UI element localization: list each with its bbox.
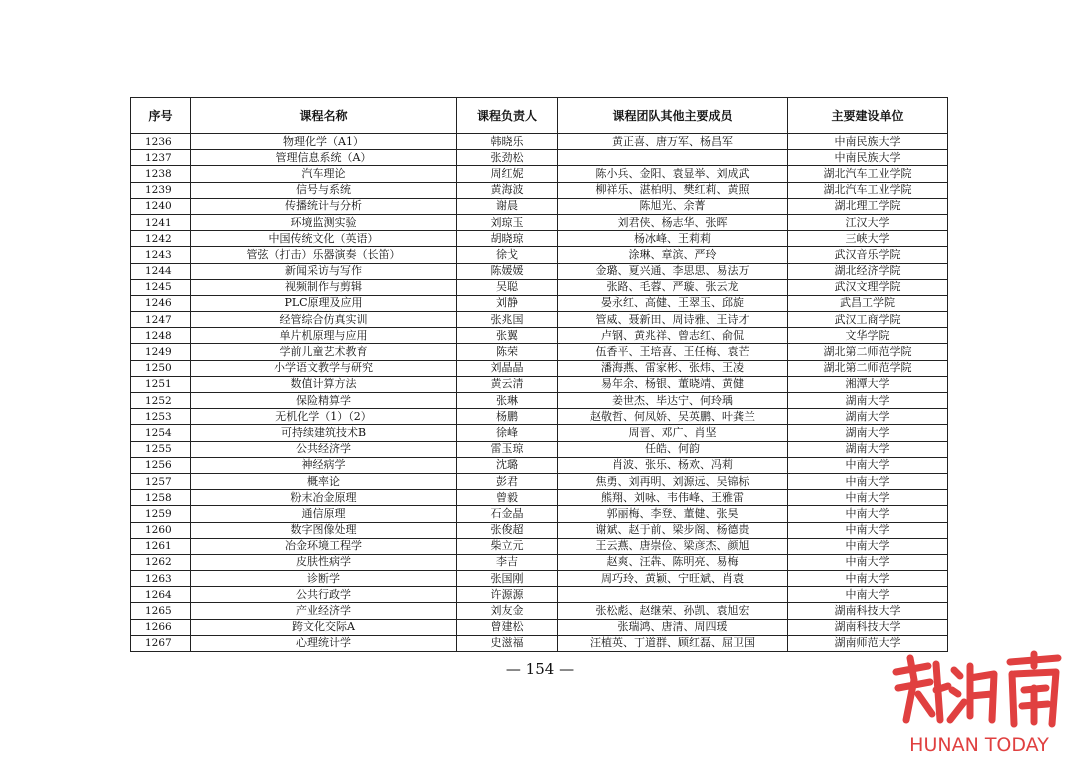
cell-row-index: 1243: [131, 247, 191, 263]
cell-course-lead: 张琳: [457, 393, 558, 409]
cell-team-members: 张瑞鸿、唐清、周四瑗: [558, 619, 788, 635]
cell-row-index: 1239: [131, 182, 191, 198]
cell-course-name: 跨文化交际A: [191, 619, 457, 635]
cell-course-name: 环境监测实验: [191, 214, 457, 230]
cell-course-name: 新闻采访与写作: [191, 263, 457, 279]
cell-row-index: 1265: [131, 603, 191, 619]
cell-row-index: 1240: [131, 198, 191, 214]
cell-course-name: 可持续建筑技术B: [191, 425, 457, 441]
cell-course-name: 信号与系统: [191, 182, 457, 198]
cell-team-members: 汪植英、丁道群、顾红磊、屈卫国: [558, 635, 788, 651]
table-row: [131, 198, 948, 214]
cell-institution: 湖南大学: [788, 393, 948, 409]
cell-team-members: 熊翔、刘咏、韦伟峰、王雅雷: [558, 490, 788, 506]
cell-course-lead: 陈媛媛: [457, 263, 558, 279]
table-row: [131, 344, 948, 360]
cell-row-index: 1244: [131, 263, 191, 279]
cell-row-index: 1267: [131, 635, 191, 651]
cell-course-name: 公共经济学: [191, 441, 457, 457]
cell-institution: 中南民族大学: [788, 150, 948, 166]
cell-course-name: 视频制作与剪辑: [191, 279, 457, 295]
cell-course-lead: 周红妮: [457, 166, 558, 182]
cell-row-index: 1259: [131, 506, 191, 522]
cell-team-members: 涂琳、章滨、严玲: [558, 247, 788, 263]
cell-institution: 文华学院: [788, 328, 948, 344]
cell-course-name: 数值计算方法: [191, 376, 457, 392]
course-table-container: [130, 97, 948, 652]
table-row: [131, 619, 948, 635]
cell-team-members: 黄正喜、唐万军、杨昌军: [558, 134, 788, 150]
cell-course-lead: 沈璐: [457, 457, 558, 473]
table-row: [131, 328, 948, 344]
cell-row-index: 1245: [131, 279, 191, 295]
cell-institution: 湖北汽车工业学院: [788, 182, 948, 198]
cell-course-name: 通信原理: [191, 506, 457, 522]
cell-team-members: 卢钢、黄兆祥、曾志红、俞侃: [558, 328, 788, 344]
cell-row-index: 1250: [131, 360, 191, 376]
cell-team-members: 周巧玲、黄颖、宁旺斌、肖袁: [558, 571, 788, 587]
cell-team-members: 潘海燕、雷家彬、张炜、王凌: [558, 360, 788, 376]
cell-row-index: 1249: [131, 344, 191, 360]
cell-team-members: 姜世杰、毕达宁、何玲瑀: [558, 393, 788, 409]
cell-team-members: 易年余、杨银、董晓靖、黄健: [558, 376, 788, 392]
cell-team-members: 周晋、邓广、肖坚: [558, 425, 788, 441]
cell-institution: 武汉工商学院: [788, 312, 948, 328]
table-header-row: [131, 98, 948, 134]
cell-course-lead: 韩晓乐: [457, 134, 558, 150]
cell-institution: 湘潭大学: [788, 376, 948, 392]
table-row: [131, 134, 948, 150]
cell-institution: 中南大学: [788, 473, 948, 489]
cell-row-index: 1252: [131, 393, 191, 409]
cell-institution: 湖北汽车工业学院: [788, 166, 948, 182]
cell-institution: 中南民族大学: [788, 134, 948, 150]
cell-course-lead: 吴聪: [457, 279, 558, 295]
table-row: [131, 231, 948, 247]
cell-team-members: 管威、聂新田、周诗雅、王诗才: [558, 312, 788, 328]
cell-institution: 中南大学: [788, 490, 948, 506]
cell-course-name: 数字图像处理: [191, 522, 457, 538]
cell-team-members: 谢斌、赵于前、梁步阁、杨德贵: [558, 522, 788, 538]
cell-row-index: 1263: [131, 571, 191, 587]
cell-team-members: 晏永红、高健、王翠玉、邱旋: [558, 295, 788, 311]
table-row: [131, 587, 948, 603]
cell-row-index: 1242: [131, 231, 191, 247]
header-team-members: 课程团队其他主要成员: [558, 98, 788, 134]
cell-row-index: 1253: [131, 409, 191, 425]
cell-row-index: 1251: [131, 376, 191, 392]
table-row: [131, 295, 948, 311]
hunan-today-watermark: [888, 650, 1066, 760]
cell-row-index: 1255: [131, 441, 191, 457]
cell-course-name: 无机化学（1）（2）: [191, 409, 457, 425]
cell-course-name: 管弦（打击）乐器演奏（长笛）: [191, 247, 457, 263]
cell-course-name: 皮肤性病学: [191, 554, 457, 570]
cell-course-name: 管理信息系统（A）: [191, 150, 457, 166]
cell-course-lead: 石金晶: [457, 506, 558, 522]
header-course-lead: 课程负责人: [457, 98, 558, 134]
cell-institution: 湖南科技大学: [788, 619, 948, 635]
cell-institution: 湖北第二师范学院: [788, 344, 948, 360]
cell-team-members: 张松彪、赵继荣、孙凯、袁旭宏: [558, 603, 788, 619]
table-row: [131, 473, 948, 489]
table-row: [131, 182, 948, 198]
xinhunan-logo-icon: [888, 650, 1066, 728]
cell-team-members: 陈小兵、金阳、袁显举、刘成武: [558, 166, 788, 182]
table-body: [131, 134, 948, 652]
table-row: [131, 635, 948, 651]
cell-institution: 湖北经济学院: [788, 263, 948, 279]
cell-row-index: 1264: [131, 587, 191, 603]
cell-course-name: 冶金环境工程学: [191, 538, 457, 554]
cell-course-name: 中国传统文化（英语）: [191, 231, 457, 247]
cell-row-index: 1266: [131, 619, 191, 635]
cell-institution: 湖南师范大学: [788, 635, 948, 651]
cell-course-name: 汽车理论: [191, 166, 457, 182]
cell-row-index: 1247: [131, 312, 191, 328]
cell-team-members: 张路、毛蓉、严璇、张云龙: [558, 279, 788, 295]
cell-course-lead: 曾毅: [457, 490, 558, 506]
cell-institution: 江汉大学: [788, 214, 948, 230]
cell-course-lead: 刘静: [457, 295, 558, 311]
cell-course-lead: 李吉: [457, 554, 558, 570]
cell-course-name: 物理化学（A1）: [191, 134, 457, 150]
table-row: [131, 603, 948, 619]
cell-course-name: 学前儿童艺术教育: [191, 344, 457, 360]
cell-row-index: 1261: [131, 538, 191, 554]
table-row: [131, 393, 948, 409]
cell-team-members: 焦勇、刘再明、刘源远、吴锦标: [558, 473, 788, 489]
cell-institution: 武昌工学院: [788, 295, 948, 311]
cell-institution: 武汉音乐学院: [788, 247, 948, 263]
cell-institution: 湖北第二师范学院: [788, 360, 948, 376]
cell-course-lead: 黄海波: [457, 182, 558, 198]
page-number: — 154 —: [505, 660, 575, 678]
cell-institution: 中南大学: [788, 538, 948, 554]
cell-course-lead: 张劲松: [457, 150, 558, 166]
cell-course-name: 粉末冶金原理: [191, 490, 457, 506]
cell-row-index: 1236: [131, 134, 191, 150]
table-row: [131, 441, 948, 457]
cell-row-index: 1257: [131, 473, 191, 489]
table-row: [131, 263, 948, 279]
cell-team-members: 王云燕、唐崇俭、梁彦杰、颜旭: [558, 538, 788, 554]
cell-course-lead: 曾建松: [457, 619, 558, 635]
table-row: [131, 376, 948, 392]
cell-course-lead: 黄云清: [457, 376, 558, 392]
cell-course-name: 诊断学: [191, 571, 457, 587]
cell-row-index: 1254: [131, 425, 191, 441]
cell-course-lead: 刘琼玉: [457, 214, 558, 230]
cell-institution: 三峡大学: [788, 231, 948, 247]
cell-course-name: 保险精算学: [191, 393, 457, 409]
cell-row-index: 1262: [131, 554, 191, 570]
cell-team-members: 肖波、张乐、杨欢、冯莉: [558, 457, 788, 473]
cell-institution: 湖南大学: [788, 425, 948, 441]
cell-row-index: 1241: [131, 214, 191, 230]
table-row: [131, 279, 948, 295]
header-index: 序号: [131, 98, 191, 134]
cell-course-lead: 徐峰: [457, 425, 558, 441]
table-row: [131, 457, 948, 473]
table-row: [131, 506, 948, 522]
cell-institution: 湖南科技大学: [788, 603, 948, 619]
cell-course-name: 经管综合仿真实训: [191, 312, 457, 328]
cell-course-lead: 张翼: [457, 328, 558, 344]
table-row: [131, 490, 948, 506]
cell-row-index: 1260: [131, 522, 191, 538]
cell-course-lead: 胡晓琼: [457, 231, 558, 247]
cell-course-lead: 张兆国: [457, 312, 558, 328]
cell-institution: 中南大学: [788, 506, 948, 522]
cell-course-lead: 杨鹏: [457, 409, 558, 425]
cell-row-index: 1237: [131, 150, 191, 166]
cell-team-members: 任皓、何韵: [558, 441, 788, 457]
cell-course-lead: 许源源: [457, 587, 558, 603]
table-row: [131, 409, 948, 425]
cell-course-lead: 史滋福: [457, 635, 558, 651]
cell-team-members: [558, 587, 788, 603]
cell-course-lead: 柴立元: [457, 538, 558, 554]
cell-team-members: [558, 150, 788, 166]
table-row: [131, 312, 948, 328]
table-row: [131, 214, 948, 230]
cell-institution: 湖南大学: [788, 441, 948, 457]
cell-institution: 武汉文理学院: [788, 279, 948, 295]
table-row: [131, 150, 948, 166]
cell-course-name: 神经病学: [191, 457, 457, 473]
cell-row-index: 1256: [131, 457, 191, 473]
cell-institution: 中南大学: [788, 457, 948, 473]
cell-course-lead: 张俊超: [457, 522, 558, 538]
cell-course-name: 传播统计与分析: [191, 198, 457, 214]
course-table: [130, 97, 948, 652]
cell-course-lead: 刘友金: [457, 603, 558, 619]
cell-team-members: 赵爽、汪犇、陈明亮、易梅: [558, 554, 788, 570]
cell-team-members: 陈旭光、余菁: [558, 198, 788, 214]
table-row: [131, 554, 948, 570]
cell-institution: 湖北理工学院: [788, 198, 948, 214]
table-row: [131, 522, 948, 538]
cell-course-lead: 张国刚: [457, 571, 558, 587]
cell-row-index: 1258: [131, 490, 191, 506]
table-row: [131, 247, 948, 263]
cell-institution: 中南大学: [788, 587, 948, 603]
cell-course-name: 小学语文教学与研究: [191, 360, 457, 376]
table-row: [131, 571, 948, 587]
cell-course-name: 心理统计学: [191, 635, 457, 651]
cell-institution: 中南大学: [788, 522, 948, 538]
header-course-name: 课程名称: [191, 98, 457, 134]
header-institution: 主要建设单位: [788, 98, 948, 134]
cell-course-lead: 彭君: [457, 473, 558, 489]
cell-institution: 中南大学: [788, 571, 948, 587]
watermark-english-text: HUNAN TODAY: [909, 734, 1049, 756]
cell-team-members: 柳祥乐、湛柏明、樊红莉、黄照: [558, 182, 788, 198]
cell-course-name: 产业经济学: [191, 603, 457, 619]
cell-course-lead: 徐戈: [457, 247, 558, 263]
cell-row-index: 1238: [131, 166, 191, 182]
cell-team-members: 刘君侠、杨志华、张晖: [558, 214, 788, 230]
cell-course-lead: 陈荣: [457, 344, 558, 360]
cell-team-members: 伍香平、王培喜、王任梅、袁芒: [558, 344, 788, 360]
table-row: [131, 360, 948, 376]
cell-course-name: 公共行政学: [191, 587, 457, 603]
cell-team-members: 金璐、夏兴通、李思思、易法万: [558, 263, 788, 279]
cell-course-lead: 雷玉琼: [457, 441, 558, 457]
cell-course-name: PLC原理及应用: [191, 295, 457, 311]
cell-team-members: 赵敬哲、何凤娇、吴英鹏、叶龚兰: [558, 409, 788, 425]
cell-institution: 中南大学: [788, 554, 948, 570]
table-row: [131, 538, 948, 554]
table-row: [131, 166, 948, 182]
cell-row-index: 1248: [131, 328, 191, 344]
cell-institution: 湖南大学: [788, 409, 948, 425]
cell-course-name: 概率论: [191, 473, 457, 489]
cell-team-members: 杨冰峰、王莉莉: [558, 231, 788, 247]
cell-row-index: 1246: [131, 295, 191, 311]
cell-course-name: 单片机原理与应用: [191, 328, 457, 344]
table-row: [131, 425, 948, 441]
cell-course-lead: 谢晨: [457, 198, 558, 214]
cell-team-members: 郭丽梅、李登、董健、张昊: [558, 506, 788, 522]
cell-course-lead: 刘晶晶: [457, 360, 558, 376]
